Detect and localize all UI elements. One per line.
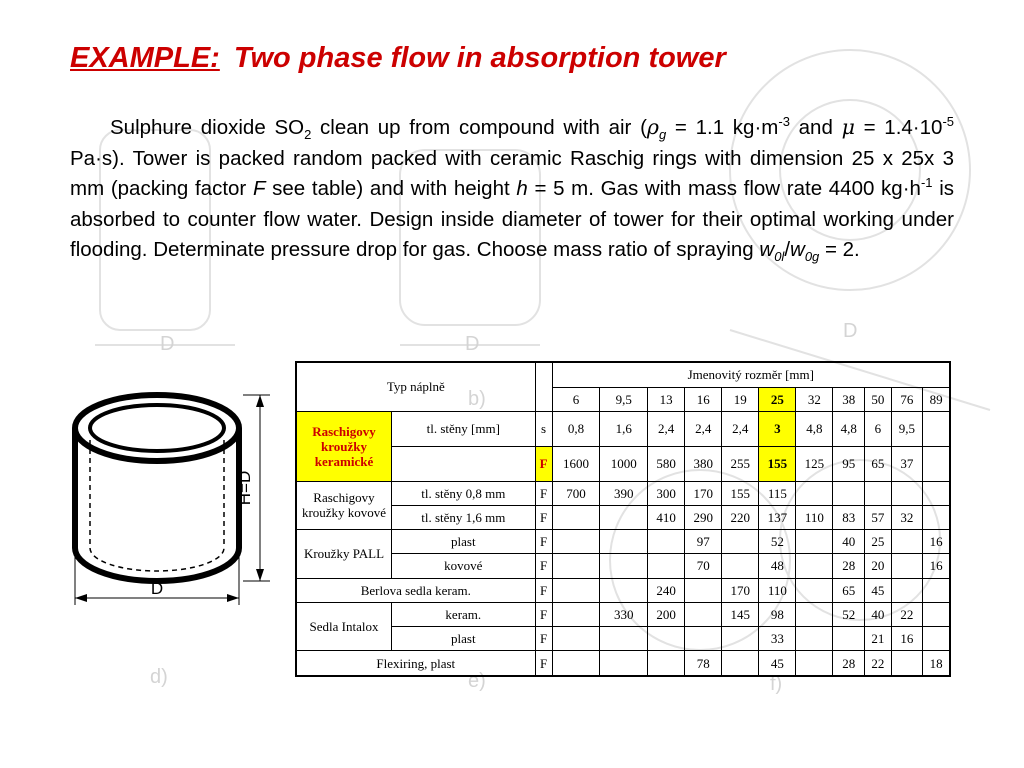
title-text: Two phase flow in absorption tower xyxy=(233,42,726,74)
row-sub-label xyxy=(392,446,536,481)
value-cell: 1,6 xyxy=(600,411,648,446)
value-cell: 32 xyxy=(891,505,923,529)
row-symbol-highlighted: F xyxy=(535,446,552,481)
value-cell: 48 xyxy=(759,554,796,578)
value-cell xyxy=(600,651,648,676)
value-cell: 45 xyxy=(759,651,796,676)
value-cell xyxy=(648,554,685,578)
value-cell: 240 xyxy=(648,578,685,602)
value-cell: 300 xyxy=(648,481,685,505)
table-row xyxy=(296,627,950,651)
value-cell: 700 xyxy=(552,481,600,505)
value-cell xyxy=(923,446,950,481)
value-cell xyxy=(891,481,923,505)
value-cell xyxy=(796,554,833,578)
value-cell xyxy=(923,481,950,505)
value-cell: 6 xyxy=(865,411,891,446)
value-cell: 0,8 xyxy=(552,411,600,446)
diameter-label: D xyxy=(150,579,164,598)
bg-label-d2: D xyxy=(465,333,480,355)
value-cell: 155 xyxy=(722,481,759,505)
value-cell: 98 xyxy=(759,602,796,626)
value-cell xyxy=(648,651,685,676)
value-cell: 4,8 xyxy=(833,411,865,446)
value-cell: 52 xyxy=(759,530,796,554)
value-cell: 290 xyxy=(685,505,722,529)
value-cell: 125 xyxy=(796,446,833,481)
value-cell xyxy=(648,530,685,554)
value-cell: 145 xyxy=(722,602,759,626)
value-cell xyxy=(722,530,759,554)
size-cell: 9,5 xyxy=(600,387,648,411)
size-cell: 50 xyxy=(865,387,891,411)
value-cell: 1000 xyxy=(600,446,648,481)
title-example-label: EXAMPLE: xyxy=(70,42,220,74)
size-cell: 32 xyxy=(796,387,833,411)
value-cell xyxy=(923,505,950,529)
row-sub-label: keram. xyxy=(392,602,536,626)
row-group-label: Sedla Intalox xyxy=(296,602,392,651)
page-title xyxy=(70,42,726,75)
row-symbol: F xyxy=(535,602,552,626)
value-cell: 16 xyxy=(891,627,923,651)
value-cell: 170 xyxy=(685,481,722,505)
size-header: Jmenovitý rozměr [mm] xyxy=(552,362,950,387)
value-cell xyxy=(600,627,648,651)
row-symbol: F xyxy=(535,627,552,651)
value-cell xyxy=(648,627,685,651)
value-cell xyxy=(552,554,600,578)
value-cell xyxy=(685,627,722,651)
value-cell: 9,5 xyxy=(891,411,923,446)
value-cell xyxy=(923,627,950,651)
row-symbol: F xyxy=(535,505,552,529)
row-symbol: F xyxy=(535,554,552,578)
value-cell: 52 xyxy=(833,602,865,626)
value-cell: 65 xyxy=(865,446,891,481)
value-cell: 170 xyxy=(722,578,759,602)
size-cell: 76 xyxy=(891,387,923,411)
bg-label-d1: D xyxy=(160,333,175,355)
value-cell xyxy=(600,505,648,529)
value-cell: 220 xyxy=(722,505,759,529)
value-cell xyxy=(923,602,950,626)
table-row xyxy=(296,446,950,481)
value-cell: 330 xyxy=(600,602,648,626)
value-cell xyxy=(891,530,923,554)
bg-label-d: d) xyxy=(150,666,168,688)
value-cell: 1600 xyxy=(552,446,600,481)
value-cell: 200 xyxy=(648,602,685,626)
table-row xyxy=(296,554,950,578)
value-cell: 83 xyxy=(833,505,865,529)
row-sub-label: kovové xyxy=(392,554,536,578)
packing-factor-table xyxy=(295,361,951,677)
row-group-label: Raschigovy kroužky keramické xyxy=(296,411,392,481)
row-group-label: Flexiring, plast xyxy=(296,651,535,676)
value-cell xyxy=(552,627,600,651)
value-cell xyxy=(833,627,865,651)
value-cell: 255 xyxy=(722,446,759,481)
row-sub-label: plast xyxy=(392,530,536,554)
value-cell: 4,8 xyxy=(796,411,833,446)
size-cell: 89 xyxy=(923,387,950,411)
value-cell: 65 xyxy=(833,578,865,602)
value-cell: 580 xyxy=(648,446,685,481)
size-cell: 38 xyxy=(833,387,865,411)
value-cell-highlighted: 3 xyxy=(759,411,796,446)
value-cell xyxy=(722,651,759,676)
value-cell xyxy=(891,554,923,578)
size-cell: 19 xyxy=(722,387,759,411)
row-sub-label: tl. stěny 0,8 mm xyxy=(392,481,536,505)
value-cell: 33 xyxy=(759,627,796,651)
row-symbol: F xyxy=(535,481,552,505)
value-cell xyxy=(891,578,923,602)
value-cell xyxy=(796,651,833,676)
value-cell: 78 xyxy=(685,651,722,676)
row-group-label: Kroužky PALL xyxy=(296,530,392,579)
value-cell: 37 xyxy=(891,446,923,481)
table-row xyxy=(296,602,950,626)
value-cell: 110 xyxy=(796,505,833,529)
table-row xyxy=(296,530,950,554)
value-cell: 22 xyxy=(891,602,923,626)
value-cell: 110 xyxy=(759,578,796,602)
type-header: Typ náplně xyxy=(296,362,535,411)
row-symbol: F xyxy=(535,530,552,554)
value-cell: 21 xyxy=(865,627,891,651)
value-cell: 97 xyxy=(685,530,722,554)
value-cell: 28 xyxy=(833,554,865,578)
row-sub-label: tl. stěny 1,6 mm xyxy=(392,505,536,529)
value-cell: 57 xyxy=(865,505,891,529)
value-cell xyxy=(833,481,865,505)
row-sub-label: tl. stěny [mm] xyxy=(392,411,536,446)
value-cell xyxy=(923,411,950,446)
value-cell: 40 xyxy=(833,530,865,554)
table-row xyxy=(296,651,950,676)
value-cell xyxy=(600,530,648,554)
value-cell xyxy=(891,651,923,676)
value-cell: 390 xyxy=(600,481,648,505)
value-cell: 115 xyxy=(759,481,796,505)
value-cell: 95 xyxy=(833,446,865,481)
header-sym-spacer xyxy=(535,362,552,411)
bg-label-d3: D xyxy=(843,320,858,342)
row-group-label: Raschigovy kroužky kovové xyxy=(296,481,392,530)
value-cell xyxy=(796,481,833,505)
value-cell xyxy=(722,627,759,651)
table-row xyxy=(296,505,950,529)
value-cell xyxy=(552,651,600,676)
value-cell xyxy=(796,602,833,626)
value-cell xyxy=(552,505,600,529)
value-cell xyxy=(796,530,833,554)
table-header-row xyxy=(296,362,950,387)
value-cell xyxy=(552,578,600,602)
value-cell: 25 xyxy=(865,530,891,554)
size-cell: 6 xyxy=(552,387,600,411)
value-cell: 16 xyxy=(923,554,950,578)
bg-label-e: e) xyxy=(468,670,486,692)
value-cell: 16 xyxy=(923,530,950,554)
value-cell: 380 xyxy=(685,446,722,481)
row-symbol: s xyxy=(535,411,552,446)
value-cell: 28 xyxy=(833,651,865,676)
value-cell xyxy=(685,602,722,626)
value-cell xyxy=(923,578,950,602)
value-cell xyxy=(600,578,648,602)
value-cell: 2,4 xyxy=(722,411,759,446)
value-cell: 2,4 xyxy=(685,411,722,446)
value-cell: 45 xyxy=(865,578,891,602)
value-cell-highlighted: 155 xyxy=(759,446,796,481)
value-cell: 137 xyxy=(759,505,796,529)
bg-label-f: f) xyxy=(770,673,783,695)
value-cell: 2,4 xyxy=(648,411,685,446)
value-cell xyxy=(865,481,891,505)
height-label: H=D xyxy=(235,470,254,506)
row-symbol: F xyxy=(535,578,552,602)
table-row xyxy=(296,411,950,446)
value-cell: 410 xyxy=(648,505,685,529)
problem-paragraph: Sulphure dioxide $SO_2$ clean up from compound with air ($\rho_g = 1.1$ $kg\cdot m^{-3}$ and $\mu = 1.4\cdot 10^{-5}$ Pa·s). Tower is packed random packed with ceramic Raschig rings with dimension 25 x 25x 3 mm (packing factor F see table) and with height h = 5 m. Gas with mass flow rate 4400 $kg\cdot h^{-1}$ is absorbed to counter flow water. Design inside diameter of tower for their optimal working under flooding. Determinate pressure drop for gas. Choose mass ratio of spraying $w_{0l}/w_{0g} = 2$. xyxy=(70,114,954,265)
value-cell: 22 xyxy=(865,651,891,676)
row-group-label: Berlova sedla keram. xyxy=(296,578,535,602)
size-cell-highlighted: 25 xyxy=(759,387,796,411)
value-cell xyxy=(600,554,648,578)
value-cell xyxy=(796,627,833,651)
value-cell xyxy=(552,530,600,554)
row-symbol: F xyxy=(535,651,552,676)
value-cell xyxy=(722,554,759,578)
table-row xyxy=(296,481,950,505)
value-cell: 20 xyxy=(865,554,891,578)
size-cell: 16 xyxy=(685,387,722,411)
value-cell xyxy=(552,602,600,626)
row-sub-label: plast xyxy=(392,627,536,651)
value-cell xyxy=(796,578,833,602)
value-cell: 40 xyxy=(865,602,891,626)
value-cell: 18 xyxy=(923,651,950,676)
bg-label-b: b) xyxy=(468,388,486,410)
size-cell: 13 xyxy=(648,387,685,411)
table-row xyxy=(296,578,950,602)
raschig-ring-drawing xyxy=(60,370,290,630)
value-cell xyxy=(685,578,722,602)
value-cell: 70 xyxy=(685,554,722,578)
